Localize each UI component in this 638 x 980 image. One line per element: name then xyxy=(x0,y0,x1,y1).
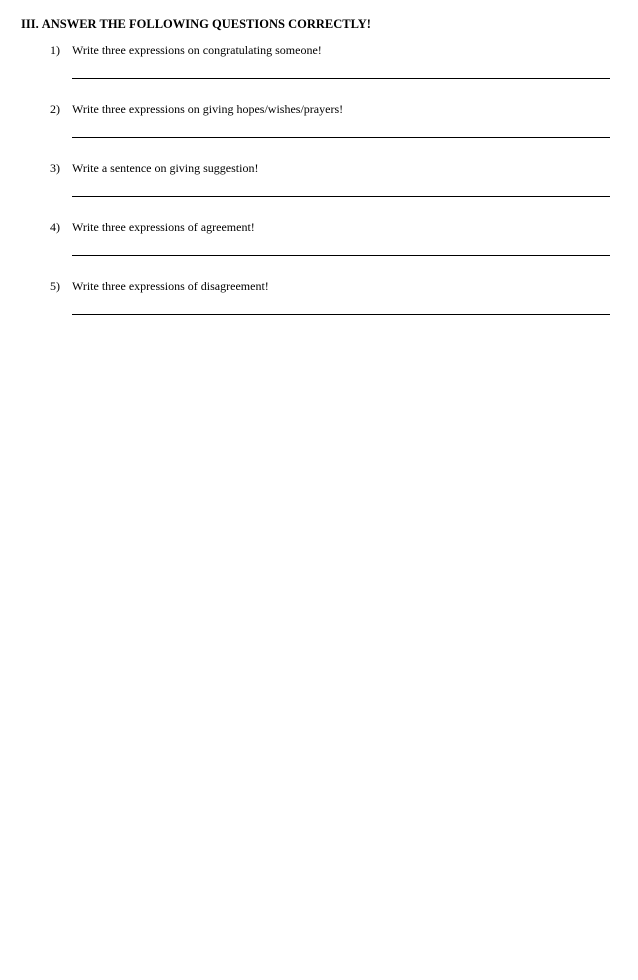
question-number: 3) xyxy=(50,161,60,175)
question-text: Write three expressions on congratulating someone! xyxy=(72,43,322,57)
question-text: Write a sentence on giving suggestion! xyxy=(72,161,259,175)
answer-line[interactable] xyxy=(72,78,610,79)
question-number: 1) xyxy=(50,43,60,57)
question-number: 5) xyxy=(50,279,60,293)
question-item-4 xyxy=(0,220,638,270)
question-item-1 xyxy=(0,43,638,93)
question-item-5 xyxy=(0,279,638,329)
answer-line[interactable] xyxy=(72,137,610,138)
question-item-2 xyxy=(0,102,638,152)
section-title: ANSWER THE FOLLOWING QUESTIONS CORRECTLY! xyxy=(41,17,371,31)
question-item-3 xyxy=(0,161,638,211)
question-number: 4) xyxy=(50,220,60,234)
question-number: 2) xyxy=(50,102,60,116)
section-number: III. xyxy=(21,17,39,31)
answer-line[interactable] xyxy=(72,255,610,256)
question-text: Write three expressions of disagreement! xyxy=(72,279,269,293)
answer-line[interactable] xyxy=(72,314,610,315)
question-text: Write three expressions of agreement! xyxy=(72,220,255,234)
question-text: Write three expressions on giving hopes/wishes/prayers! xyxy=(72,102,344,116)
answer-line[interactable] xyxy=(72,196,610,197)
section-heading xyxy=(21,17,371,32)
